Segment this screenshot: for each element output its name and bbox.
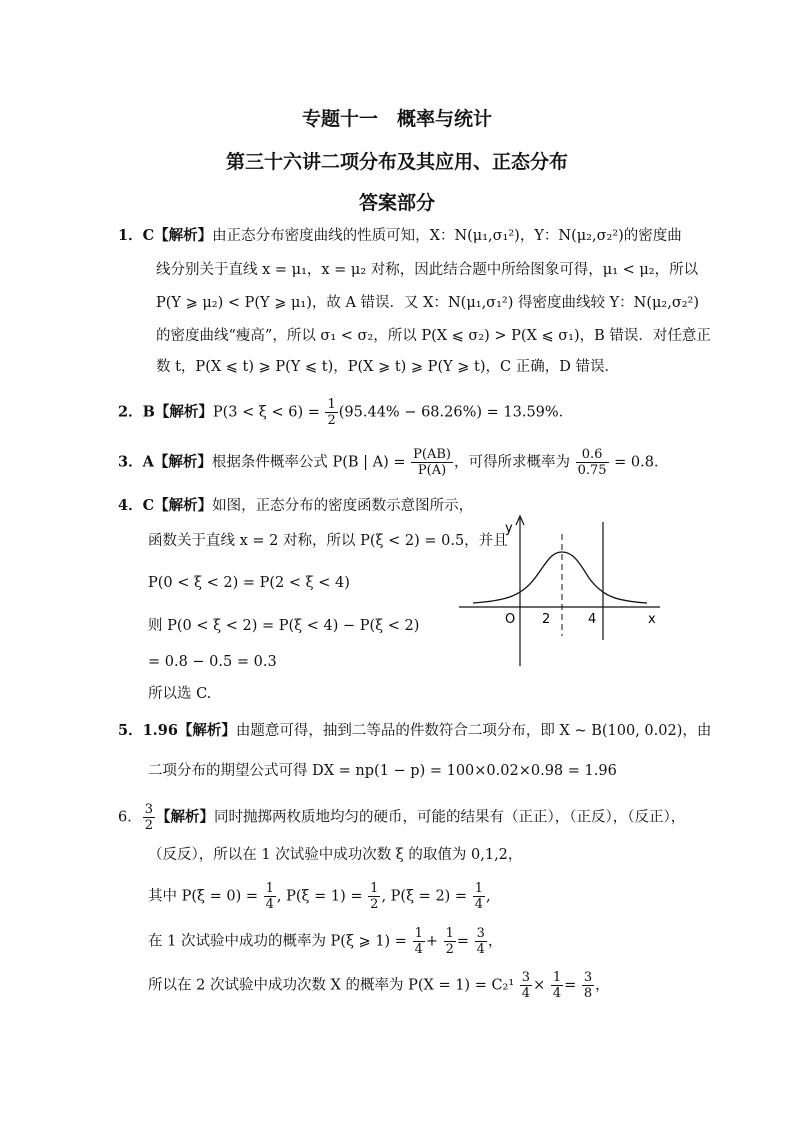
- q6-label: 【解析】: [156, 808, 215, 826]
- q2-label: 2．B【解析】: [118, 403, 213, 421]
- q2-line: [118, 397, 573, 428]
- section-title: 答案部分: [358, 192, 435, 214]
- q2-num: 1: [327, 397, 336, 412]
- q2-pre: P(3 < ξ < 6) =: [212, 404, 320, 421]
- q6-f2d: 2: [370, 897, 379, 912]
- q2-fraction: [325, 397, 337, 428]
- q6-line-3: [148, 881, 491, 912]
- q3-den1: P(A): [417, 463, 447, 478]
- q6-num: 3: [144, 802, 154, 817]
- q6-l5b: ×: [533, 977, 546, 994]
- q4-line-2: 函数关于直线 x = 2 对称，所以 P(ξ < 2) = 0.5，并且: [148, 533, 508, 549]
- q6-h3: [582, 970, 594, 1001]
- q6-g1d: 4: [414, 942, 423, 957]
- q6-l5c: =: [564, 977, 577, 994]
- q6-f1: [264, 881, 276, 912]
- q6-f2n: 1: [370, 881, 379, 896]
- q5-line-2: 二项分布的期望公式可得 DX = np(1 − p) = 100×0.02×0.98 = 1.96: [148, 763, 617, 779]
- q6-l3a: 其中 P(ξ = 0) =: [148, 888, 259, 905]
- q6-den: 2: [144, 818, 154, 833]
- q6-h2n: 1: [552, 970, 562, 985]
- q6-g3n: 3: [476, 926, 485, 941]
- q4-line-1: [118, 496, 473, 516]
- q6-h2d: 4: [552, 986, 562, 1001]
- q4-line-6: 所以选 C.: [148, 686, 212, 702]
- q6-f2: [368, 881, 380, 912]
- q6-answer-fraction: [143, 802, 155, 833]
- q6-number: 6．: [118, 809, 142, 826]
- q6-line-4: [148, 926, 502, 957]
- q6-f3d: 4: [474, 897, 483, 912]
- q6-l3c: , P(ξ = 2) =: [381, 888, 468, 905]
- q3-post: = 0.8．: [614, 454, 669, 471]
- q6-l4b: +: [425, 933, 439, 950]
- graph-y-label: y: [505, 521, 513, 536]
- q6-g2n: 1: [445, 926, 454, 941]
- q6-l4a: 在 1 次试验中成功的概率为 P(ξ ⩾ 1) =: [148, 933, 407, 950]
- q6-line-5: [148, 970, 610, 1001]
- q6-l4d: ，: [487, 933, 503, 950]
- q3-fraction-2: [576, 447, 609, 478]
- topic-title: 专题十一 概率与统计: [301, 108, 492, 130]
- graph-tick-2: 2: [542, 612, 551, 627]
- q3-mid: ，可得所求概率为: [453, 454, 570, 471]
- q6-h1n: 3: [521, 970, 531, 985]
- q6-h2: [551, 970, 563, 1001]
- q3-fraction-1: [411, 447, 453, 478]
- q3-num2: 0.6: [576, 447, 609, 463]
- q1-line-4: 的密度曲线“瘦高”，所以 σ₁ < σ₂，所以 P(X ⩽ σ₂) > P(X ⩽ σ₁)，B 错误．对任意正: [156, 328, 711, 344]
- q6-text-1: 同时抛掷两枚质地均匀的硬币，可能的结果有（正正），（正反），（反正），: [214, 809, 686, 826]
- q5-label: 5．1.96【解析】: [118, 722, 236, 739]
- q3-line: [118, 447, 668, 478]
- q1-line-2: 线分别关于直线 x = μ₁，x = μ₂ 对称，因此结合题中所给图象可得，μ₁ < μ₂，所以: [156, 262, 699, 278]
- q6-l3b: , P(ξ = 1) =: [276, 888, 363, 905]
- graph-tick-4: 4: [588, 612, 597, 627]
- q3-num1: P(AB): [413, 447, 451, 462]
- q4-line-4: 则 P(0 < ξ < 2) = P(ξ < 4) − P(ξ < 2): [148, 618, 420, 634]
- q5-text-1: 由题意可得，抽到二等品的件数符合二项分布，即 X ~ B(100, 0.02)，由: [235, 723, 712, 739]
- q1-line-1: [118, 226, 682, 246]
- q6-line-2: （反反），所以在 1 次试验中成功次数 ξ 的取值为 0,1,2，: [148, 847, 523, 863]
- q6-h3d: 8: [583, 986, 593, 1001]
- q2-den: 2: [327, 413, 336, 428]
- q6-line-1: [118, 802, 685, 833]
- lecture-title: 第三十六讲二项分布及其应用、正态分布: [225, 151, 568, 173]
- q4-line-5: = 0.8 − 0.5 = 0.3: [148, 654, 277, 670]
- q6-g2d: 2: [445, 942, 454, 957]
- q6-h1d: 4: [521, 986, 531, 1001]
- q1-line-3: P(Y ⩾ μ₂) < P(Y ⩾ μ₁)，故 A 错误．又 X：N(μ₁,σ₁²) 得密度曲线较 Y：N(μ₂,σ₂²): [156, 295, 700, 311]
- q6-g1n: 1: [414, 926, 423, 941]
- q6-h3n: 3: [583, 970, 593, 985]
- q1-text-1: 由正态分布密度曲线的性质可知，X：N(μ₁,σ₁²)，Y：N(μ₂,σ₂²)的密度曲: [212, 228, 682, 244]
- q6-g3d: 4: [476, 942, 485, 957]
- q6-g2: [444, 926, 456, 957]
- q6-l5a: 所以在 2 次试验中成功次数 X 的概率为 P(X = 1) = C₂¹: [148, 977, 515, 994]
- q6-f3: [473, 881, 485, 912]
- density-curve: [473, 552, 647, 603]
- q4-label: 4．C【解析】: [118, 497, 213, 514]
- q6-l3d: ,: [485, 888, 491, 905]
- q3-den2: 0.75: [577, 463, 607, 478]
- q6-l5d: ，: [595, 977, 610, 994]
- q6-f1n: 1: [265, 881, 274, 896]
- q6-f3n: 1: [474, 881, 483, 896]
- q6-l4c: =: [456, 933, 470, 950]
- q2-post: (95.44% − 68.26%) = 13.59%．: [338, 404, 574, 421]
- q6-h1: [520, 970, 532, 1001]
- graph-x-label: x: [648, 612, 656, 627]
- q4-line-3: P(0 < ξ < 2) = P(2 < ξ < 4): [148, 575, 350, 591]
- q3-label: 3．A【解析】: [118, 453, 212, 471]
- q5-line-1: [118, 721, 711, 741]
- q6-f1d: 4: [265, 897, 274, 912]
- q6-g3: [475, 926, 487, 957]
- q1-label: 1．C【解析】: [118, 227, 213, 244]
- normal-density-graph: [455, 512, 665, 672]
- q3-pre: 根据条件概率公式 P(B | A) =: [211, 454, 406, 471]
- q4-text-1: 如图，正态分布的密度函数示意图所示，: [212, 498, 474, 514]
- q6-g1: [413, 926, 425, 957]
- q1-line-5: 数 t，P(X ⩽ t) ⩾ P(Y ⩽ t)，P(X ⩾ t) ⩾ P(Y ⩾ t)，C 正确，D 错误．: [156, 359, 619, 375]
- graph-origin-label: O: [505, 612, 516, 627]
